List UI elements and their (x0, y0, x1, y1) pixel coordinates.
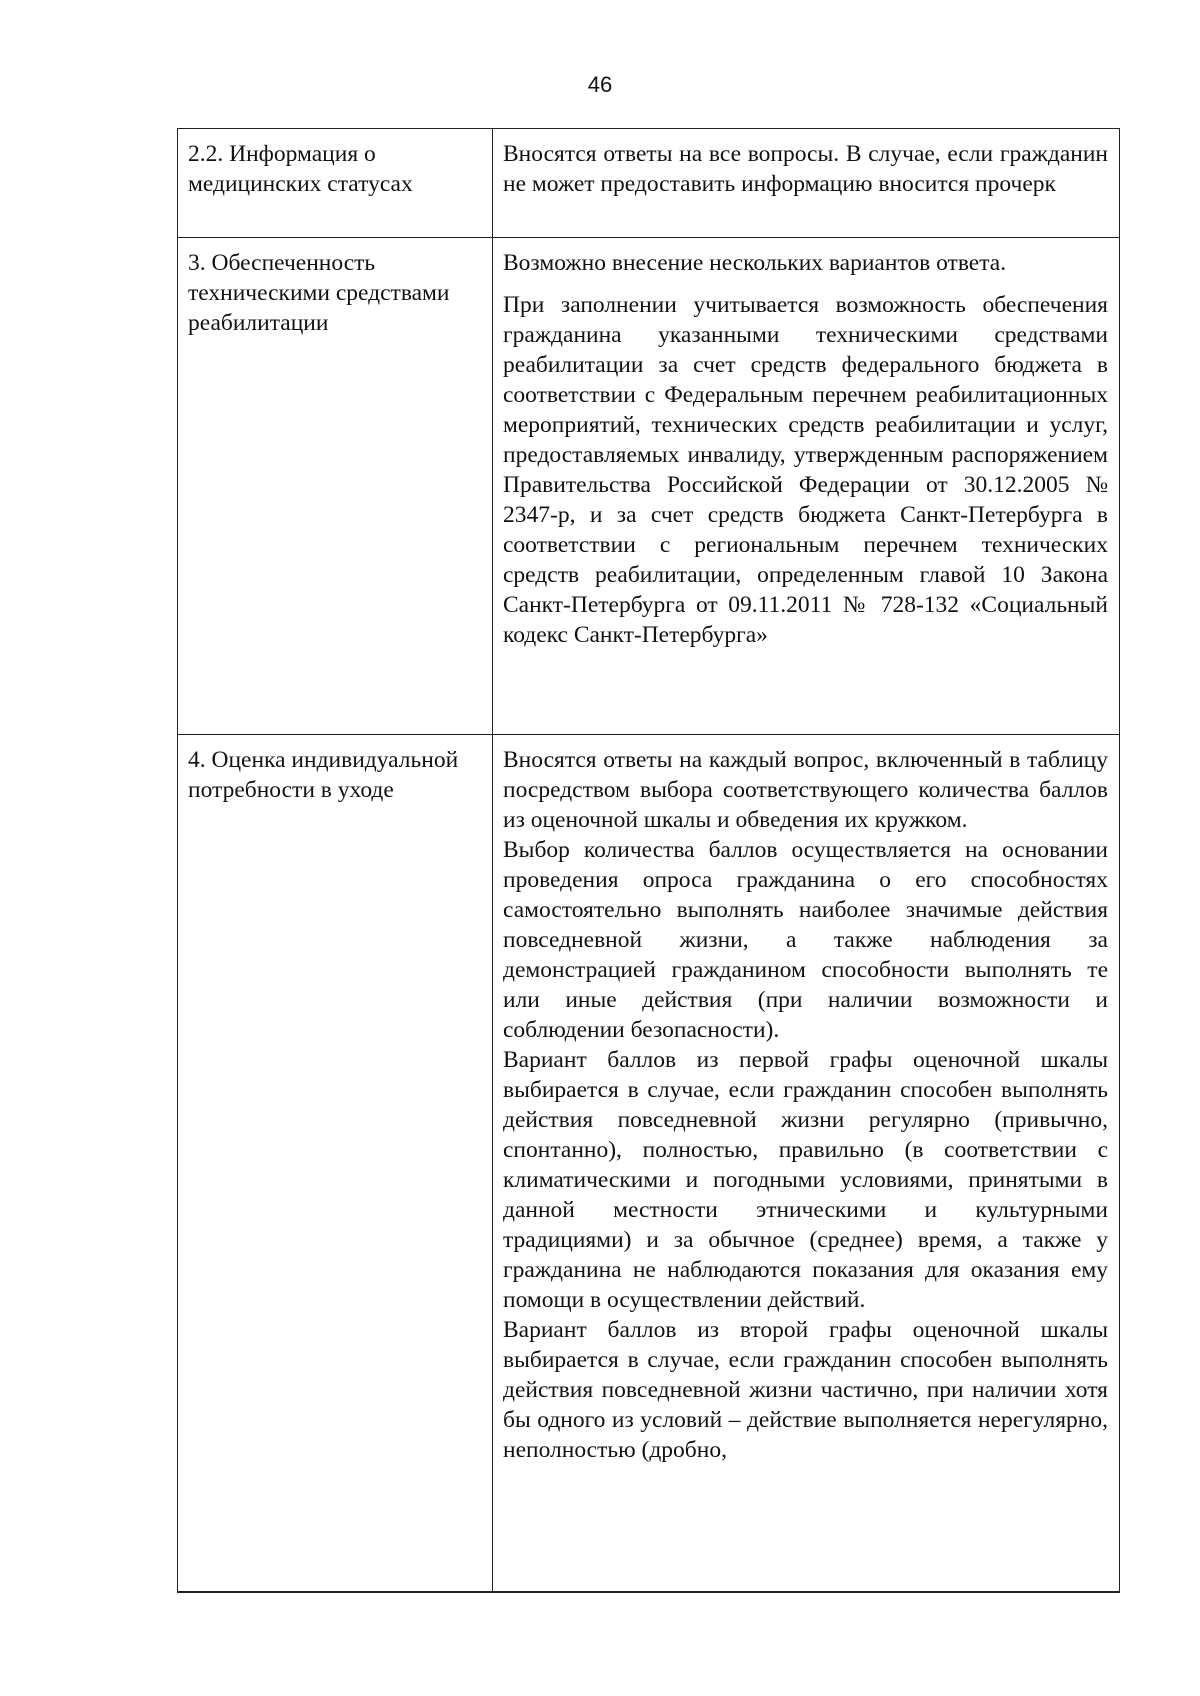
paragraph: Возможно внесение нескольких вариантов ответа. (503, 250, 1007, 276)
paragraph: Вносятся ответы на все вопросы. В случае, если гражданин не может предоставить информацию вносится прочерк (503, 141, 1108, 197)
paragraph: Вносятся ответы на каждый вопрос, включенный в таблицу посредством выбора соответствующего количества баллов из оценочной шкалы и обведения их кружком. (503, 747, 1108, 833)
paragraph: Вариант баллов из второй графы оценочной шкалы выбирается в случае, если гражданин способен выполнять действия повседневной жизни частично, при наличии хотя бы одного из условий – действие выполняется нерегулярно, неполностью (дробно, (503, 1317, 1108, 1463)
section-label-medical-status: 2.2. Информация о медицинских статусах (178, 129, 493, 238)
paragraph: При заполнении учитывается возможность обеспечения гражданина указанными техническими средствами реабилитации за счет средств федерального бюджета в соответствии с Федеральным перечнем реабилитационных мероприятий, технических средств реабилитации и услуг, предоставляемых инвалиду, утвержденным распоряжением Правительства Российской Федерации от 30.12.2005 № 2347-р, и за счет средств бюджета Санкт-Петербурга в соответствии с региональным перечнем технических средств реабилитации, определенным главой 10 Закона Санкт-Петербурга от 09.11.2011 № 728-132 «Социальный кодекс Санкт-Петербурга» (503, 292, 1108, 648)
paragraph: Выбор количества баллов осуществляется на основании проведения опроса гражданина о его способностях самостоятельно выполнять наиболее значимые действия повседневной жизни, а также наблюдения за демонстрацией гражданином способности выполнять те или иные действия (при наличии возможности и соблюдении безопасности). (503, 837, 1108, 1043)
table-row (178, 238, 1120, 735)
section-text-rehab-means (493, 238, 1120, 735)
paragraph: Вариант баллов из первой графы оценочной шкалы выбирается в случае, если гражданин способен выполнять действия повседневной жизни регулярно (привычно, спонтанно), полностью, правильно (в соответствии с климатическими и погодными условиями, принятыми в данной местности этническими и культурными традициями) и за обычное (среднее) время, а также у гражданина не наблюдаются показания для оказания ему помощи в осуществлении действий. (503, 1047, 1108, 1313)
section-text-care-needs (493, 735, 1120, 1593)
page-number: 46 (587, 72, 613, 97)
section-text-medical-status (493, 129, 1120, 238)
section-label-rehab-means: 3. Обеспеченность техническими средствами реабилитации (178, 238, 493, 735)
table-row (178, 129, 1120, 238)
instructions-table (177, 128, 1120, 1593)
table-row (178, 735, 1120, 1593)
section-label-care-needs: 4. Оценка индивидуальной потребности в уходе (178, 735, 493, 1593)
